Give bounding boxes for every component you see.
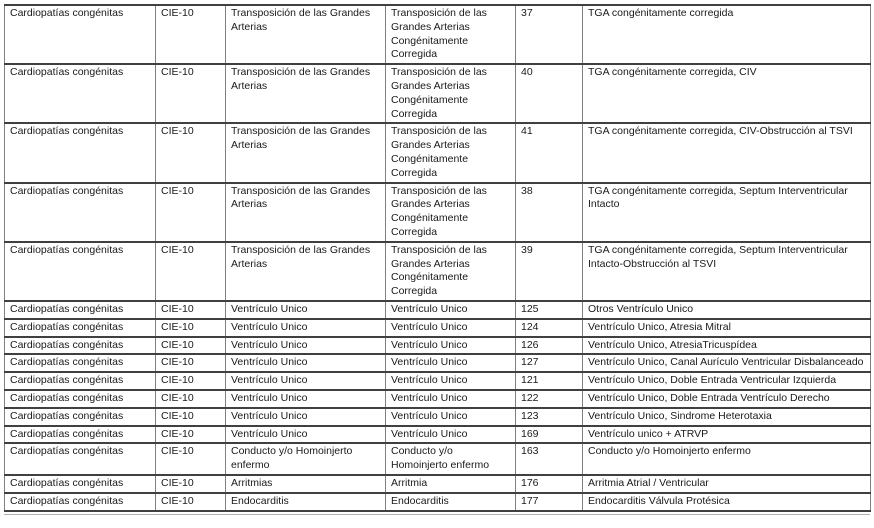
cell-diagnosis-group: Ventrículo Unico — [226, 301, 386, 319]
cell-disease-category: Cardiopatías congénitas — [5, 301, 156, 319]
cell-diagnosis-group: Transposición de las Grandes Arterias — [226, 242, 386, 301]
cell-code: 126 — [516, 337, 583, 355]
cell-code: 163 — [516, 443, 583, 475]
table-row — [5, 475, 871, 493]
cell-diagnosis-detail: Ventrículo Unico — [386, 372, 516, 390]
cell-code: 169 — [516, 426, 583, 444]
table-row — [5, 426, 871, 444]
cell-description: Ventrículo Unico, Atresia Mitral — [583, 319, 871, 337]
table-row — [5, 493, 871, 511]
cell-classification-system: CIE-10 — [156, 443, 226, 475]
diagnosis-table — [4, 4, 871, 512]
cell-diagnosis-group: Ventrículo Unico — [226, 319, 386, 337]
table-row — [5, 408, 871, 426]
cell-description: Ventrículo Unico, Doble Entrada Ventrículo Derecho — [583, 390, 871, 408]
cell-diagnosis-detail: Transposición de las Grandes Arterias Congénitamente Corregida — [386, 64, 516, 123]
cell-classification-system: CIE-10 — [156, 408, 226, 426]
cell-disease-category: Cardiopatías congénitas — [5, 475, 156, 493]
table-row — [5, 301, 871, 319]
table-row — [5, 443, 871, 475]
cell-description: Ventrículo Unico, Canal Aurículo Ventricular Disbalanceado — [583, 354, 871, 372]
cell-diagnosis-group: Transposición de las Grandes Arterias — [226, 5, 386, 64]
cell-code: 176 — [516, 475, 583, 493]
cell-diagnosis-detail: Ventrículo Unico — [386, 319, 516, 337]
cell-description: Otros Ventrículo Unico — [583, 301, 871, 319]
cell-code: 38 — [516, 183, 583, 242]
cell-disease-category: Cardiopatías congénitas — [5, 319, 156, 337]
cell-description: Conducto y/o Homoinjerto enfermo — [583, 443, 871, 475]
cell-diagnosis-detail: Transposición de las Grandes Arterias Congénitamente Corregida — [386, 183, 516, 242]
cell-description: Arritmia Atrial / Ventricular — [583, 475, 871, 493]
cell-classification-system: CIE-10 — [156, 354, 226, 372]
cell-disease-category: Cardiopatías congénitas — [5, 354, 156, 372]
cell-code: 127 — [516, 354, 583, 372]
cell-diagnosis-group: Endocarditis — [226, 493, 386, 511]
cell-disease-category: Cardiopatías congénitas — [5, 123, 156, 182]
cell-description: Endocarditis Válvula Protésica — [583, 493, 871, 511]
cell-diagnosis-detail: Transposición de las Grandes Arterias Congénitamente Corregida — [386, 242, 516, 301]
cell-description: TGA congénitamente corregida — [583, 5, 871, 64]
diagnosis-table-body — [5, 5, 871, 511]
cell-diagnosis-group: Ventrículo Unico — [226, 390, 386, 408]
cell-diagnosis-detail: Ventrículo Unico — [386, 354, 516, 372]
cell-description: TGA congénitamente corregida, CIV-Obstrucción al TSVI — [583, 123, 871, 182]
cell-code: 40 — [516, 64, 583, 123]
cell-classification-system: CIE-10 — [156, 493, 226, 511]
table-row — [5, 242, 871, 301]
cell-classification-system: CIE-10 — [156, 319, 226, 337]
cell-description: Ventrículo unico + ATRVP — [583, 426, 871, 444]
cell-description: Ventrículo Unico, AtresiaTricuspídea — [583, 337, 871, 355]
cell-diagnosis-group: Transposición de las Grandes Arterias — [226, 123, 386, 182]
cell-code: 177 — [516, 493, 583, 511]
table-row — [5, 123, 871, 182]
cell-diagnosis-detail: Transposición de las Grandes Arterias Congénitamente Corregida — [386, 123, 516, 182]
cell-disease-category: Cardiopatías congénitas — [5, 408, 156, 426]
cell-diagnosis-group: Arritmias — [226, 475, 386, 493]
cell-code: 121 — [516, 372, 583, 390]
table-row — [5, 354, 871, 372]
cell-classification-system: CIE-10 — [156, 301, 226, 319]
cell-diagnosis-group: Transposición de las Grandes Arterias — [226, 64, 386, 123]
table-row — [5, 5, 871, 64]
cell-classification-system: CIE-10 — [156, 123, 226, 182]
cell-disease-category: Cardiopatías congénitas — [5, 242, 156, 301]
cell-disease-category: Cardiopatías congénitas — [5, 493, 156, 511]
cell-diagnosis-detail: Ventrículo Unico — [386, 408, 516, 426]
cell-code: 37 — [516, 5, 583, 64]
cell-diagnosis-detail: Arritmia — [386, 475, 516, 493]
cell-disease-category: Cardiopatías congénitas — [5, 390, 156, 408]
cell-disease-category: Cardiopatías congénitas — [5, 183, 156, 242]
cell-diagnosis-group: Ventrículo Unico — [226, 408, 386, 426]
cell-description: Ventrículo Unico, Doble Entrada Ventricular Izquierda — [583, 372, 871, 390]
cell-classification-system: CIE-10 — [156, 426, 226, 444]
cell-diagnosis-detail: Ventrículo Unico — [386, 426, 516, 444]
cell-code: 41 — [516, 123, 583, 182]
table-row — [5, 372, 871, 390]
cell-description: TGA congénitamente corregida, Septum Interventricular Intacto — [583, 183, 871, 242]
table-row — [5, 183, 871, 242]
cell-classification-system: CIE-10 — [156, 390, 226, 408]
cell-classification-system: CIE-10 — [156, 64, 226, 123]
cell-code: 124 — [516, 319, 583, 337]
cell-code: 123 — [516, 408, 583, 426]
cell-diagnosis-group: Transposición de las Grandes Arterias — [226, 183, 386, 242]
cell-classification-system: CIE-10 — [156, 183, 226, 242]
cell-disease-category: Cardiopatías congénitas — [5, 443, 156, 475]
table-row — [5, 337, 871, 355]
cell-classification-system: CIE-10 — [156, 242, 226, 301]
cell-description: TGA congénitamente corregida, CIV — [583, 64, 871, 123]
cell-diagnosis-detail: Transposición de las Grandes Arterias Congénitamente Corregida — [386, 5, 516, 64]
cell-diagnosis-group: Ventrículo Unico — [226, 372, 386, 390]
cell-classification-system: CIE-10 — [156, 372, 226, 390]
cell-disease-category: Cardiopatías congénitas — [5, 426, 156, 444]
cell-code: 39 — [516, 242, 583, 301]
cell-description: Ventrículo Unico, Sindrome Heterotaxia — [583, 408, 871, 426]
table-row — [5, 390, 871, 408]
cell-diagnosis-group: Ventrículo Unico — [226, 354, 386, 372]
cell-diagnosis-detail: Ventrículo Unico — [386, 390, 516, 408]
cell-diagnosis-group: Ventrículo Unico — [226, 426, 386, 444]
cell-classification-system: CIE-10 — [156, 337, 226, 355]
cell-disease-category: Cardiopatías congénitas — [5, 64, 156, 123]
cell-diagnosis-detail: Ventrículo Unico — [386, 337, 516, 355]
cell-code: 122 — [516, 390, 583, 408]
cell-diagnosis-detail: Conducto y/o Homoinjerto enfermo — [386, 443, 516, 475]
cell-diagnosis-detail: Endocarditis — [386, 493, 516, 511]
cell-diagnosis-group: Conducto y/o Homoinjerto enfermo — [226, 443, 386, 475]
cell-disease-category: Cardiopatías congénitas — [5, 372, 156, 390]
table-row — [5, 64, 871, 123]
cell-disease-category: Cardiopatías congénitas — [5, 5, 156, 64]
cell-code: 125 — [516, 301, 583, 319]
cell-classification-system: CIE-10 — [156, 475, 226, 493]
cell-classification-system: CIE-10 — [156, 5, 226, 64]
table-row — [5, 319, 871, 337]
cell-description: TGA congénitamente corregida, Septum Interventricular Intacto-Obstrucción al TSVI — [583, 242, 871, 301]
cropped-next-row-border — [4, 514, 870, 515]
cell-diagnosis-group: Ventrículo Unico — [226, 337, 386, 355]
cell-disease-category: Cardiopatías congénitas — [5, 337, 156, 355]
cell-diagnosis-detail: Ventrículo Unico — [386, 301, 516, 319]
